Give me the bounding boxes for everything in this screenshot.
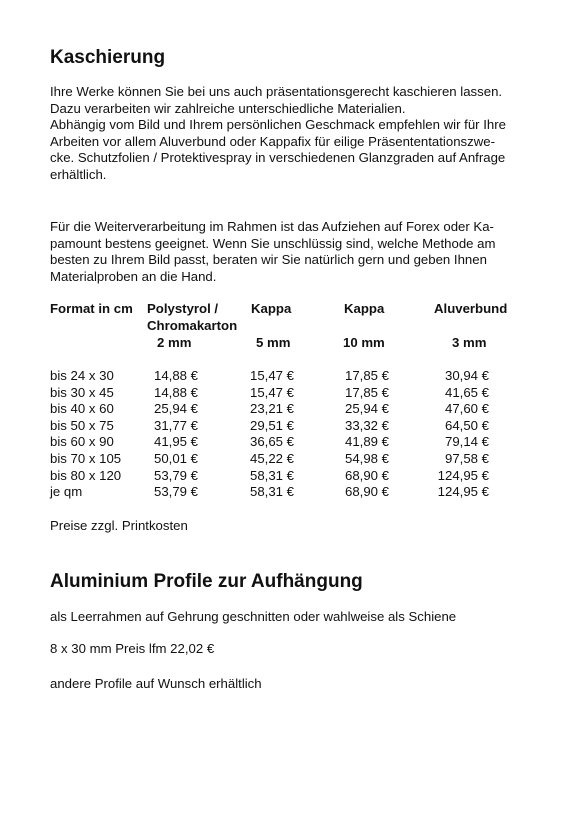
cell-polystyrol-price: 41,95 € bbox=[154, 434, 198, 450]
table-row bbox=[50, 401, 535, 418]
cell-kappa-10mm-price: 17,85 € bbox=[345, 368, 389, 383]
section-heading-kaschierung: Kaschierung bbox=[50, 47, 166, 68]
table-row bbox=[50, 484, 535, 501]
paragraph-line: erhältlich. bbox=[50, 166, 107, 182]
subheader-aluverbund-thickness: 3 mm bbox=[452, 335, 487, 350]
header-kappa-5mm: Kappa bbox=[251, 301, 292, 316]
cell-kappa-10mm-price: 68,90 € bbox=[345, 484, 389, 500]
intro-paragraph bbox=[50, 84, 535, 184]
table-row bbox=[50, 434, 535, 451]
subheader-kappa-5mm-thickness: 5 mm bbox=[256, 335, 291, 350]
paragraph-line: Abhängig vom Bild und Ihrem persönlichen Geschmack empfehlen wir für Ihre bbox=[50, 117, 506, 133]
framing-paragraph bbox=[50, 219, 535, 285]
table-row bbox=[50, 451, 535, 468]
cell-kappa-10mm-price: 25,94 € bbox=[345, 401, 389, 417]
cell-polystyrol-price: 25,94 € bbox=[154, 401, 198, 417]
paragraph-line: Materialproben an die Hand. bbox=[50, 268, 217, 284]
profile-price: 8 x 30 mm Preis lfm 22,02 € bbox=[50, 641, 215, 656]
cell-format: je qm bbox=[50, 484, 83, 500]
paragraph-line: Arbeiten vor allem Aluverbund oder Kappafix für eilige Präsententationszwe- bbox=[50, 133, 495, 149]
header-polystyrol-line2: Chromakarton bbox=[147, 317, 238, 333]
cell-polystyrol-price: 14,88 € bbox=[154, 384, 198, 400]
header-polystyrol bbox=[147, 301, 237, 334]
cell-aluverbund-price: 41,65 € bbox=[445, 384, 489, 400]
cell-aluverbund-price: 47,60 € bbox=[445, 401, 489, 417]
cell-aluverbund-price: 124,95 € bbox=[437, 467, 489, 483]
table-row bbox=[50, 368, 535, 385]
cell-polystyrol-price: 53,79 € bbox=[154, 467, 198, 483]
subheader-polystyrol-thickness: 2 mm bbox=[157, 335, 192, 350]
cell-kappa-10mm-price: 68,90 € bbox=[345, 467, 389, 483]
cell-format: bis 24 x 30 bbox=[50, 368, 114, 383]
cell-polystyrol-price: 50,01 € bbox=[154, 450, 198, 466]
header-aluverbund: Aluverbund bbox=[434, 301, 508, 316]
cell-format: bis 40 x 60 bbox=[50, 401, 114, 417]
cell-aluverbund-price: 124,95 € bbox=[437, 484, 489, 500]
cell-aluverbund-price: 79,14 € bbox=[445, 434, 489, 450]
cell-kappa-5mm-price: 29,51 € bbox=[250, 417, 294, 433]
cell-aluverbund-price: 64,50 € bbox=[445, 417, 489, 433]
profile-availability: andere Profile auf Wunsch erhältlich bbox=[50, 676, 262, 691]
header-format: Format in cm bbox=[50, 301, 133, 316]
cell-kappa-10mm-price: 33,32 € bbox=[345, 417, 389, 433]
cell-aluverbund-price: 30,94 € bbox=[445, 368, 489, 383]
cell-format: bis 80 x 120 bbox=[50, 467, 122, 483]
cell-format: bis 30 x 45 bbox=[50, 384, 114, 400]
table-row bbox=[50, 385, 535, 402]
table-row bbox=[50, 418, 535, 435]
cell-format: bis 70 x 105 bbox=[50, 450, 122, 466]
paragraph-line: Dazu verarbeiten wir zahlreiche unterschiedliche Materialien. bbox=[50, 100, 406, 116]
section-heading-aluminium-profile: Aluminium Profile zur Aufhängung bbox=[50, 571, 363, 592]
header-polystyrol-line1: Polystyrol / bbox=[147, 301, 219, 316]
cell-format: bis 50 x 75 bbox=[50, 417, 114, 433]
header-kappa-10mm: Kappa bbox=[344, 301, 385, 316]
profile-description: als Leerrahmen auf Gehrung geschnitten oder wahlweise als Schiene bbox=[50, 609, 457, 624]
cell-kappa-10mm-price: 41,89 € bbox=[345, 434, 389, 450]
cell-kappa-5mm-price: 15,47 € bbox=[250, 368, 294, 383]
cell-polystyrol-price: 53,79 € bbox=[154, 484, 198, 500]
cell-kappa-5mm-price: 58,31 € bbox=[250, 467, 294, 483]
price-table bbox=[50, 301, 535, 500]
cell-kappa-10mm-price: 54,98 € bbox=[345, 450, 389, 466]
cell-kappa-5mm-price: 36,65 € bbox=[250, 434, 294, 450]
price-table-body bbox=[50, 368, 535, 501]
price-note: Preise zzgl. Printkosten bbox=[50, 518, 188, 533]
paragraph-line: pamount bestens geeignet. Wenn Sie unschlüssig sind, welche Methode am bbox=[50, 235, 496, 251]
cell-polystyrol-price: 31,77 € bbox=[154, 417, 198, 433]
cell-kappa-5mm-price: 15,47 € bbox=[250, 384, 294, 400]
cell-polystyrol-price: 14,88 € bbox=[154, 368, 198, 383]
paragraph-line: cke. Schutzfolien / Protektivespray in verschiedenen Glanzgraden auf Anfrage bbox=[50, 150, 506, 166]
paragraph-line: Ihre Werke können Sie bei uns auch präsentationsgerecht kaschieren lassen. bbox=[50, 84, 503, 99]
subheader-kappa-10mm-thickness: 10 mm bbox=[343, 335, 385, 350]
cell-kappa-5mm-price: 58,31 € bbox=[250, 484, 294, 500]
cell-kappa-10mm-price: 17,85 € bbox=[345, 384, 389, 400]
cell-format: bis 60 x 90 bbox=[50, 434, 114, 450]
price-table-header bbox=[50, 301, 535, 365]
cell-kappa-5mm-price: 45,22 € bbox=[250, 450, 294, 466]
paragraph-line: Für die Weiterverarbeitung im Rahmen ist das Aufziehen auf Forex oder Ka- bbox=[50, 219, 494, 234]
paragraph-line: besten zu Ihrem Bild passt, beraten wir Sie natürlich gern und geben Ihnen bbox=[50, 252, 487, 268]
cell-kappa-5mm-price: 23,21 € bbox=[250, 401, 294, 417]
table-row bbox=[50, 468, 535, 485]
cell-aluverbund-price: 97,58 € bbox=[445, 450, 489, 466]
